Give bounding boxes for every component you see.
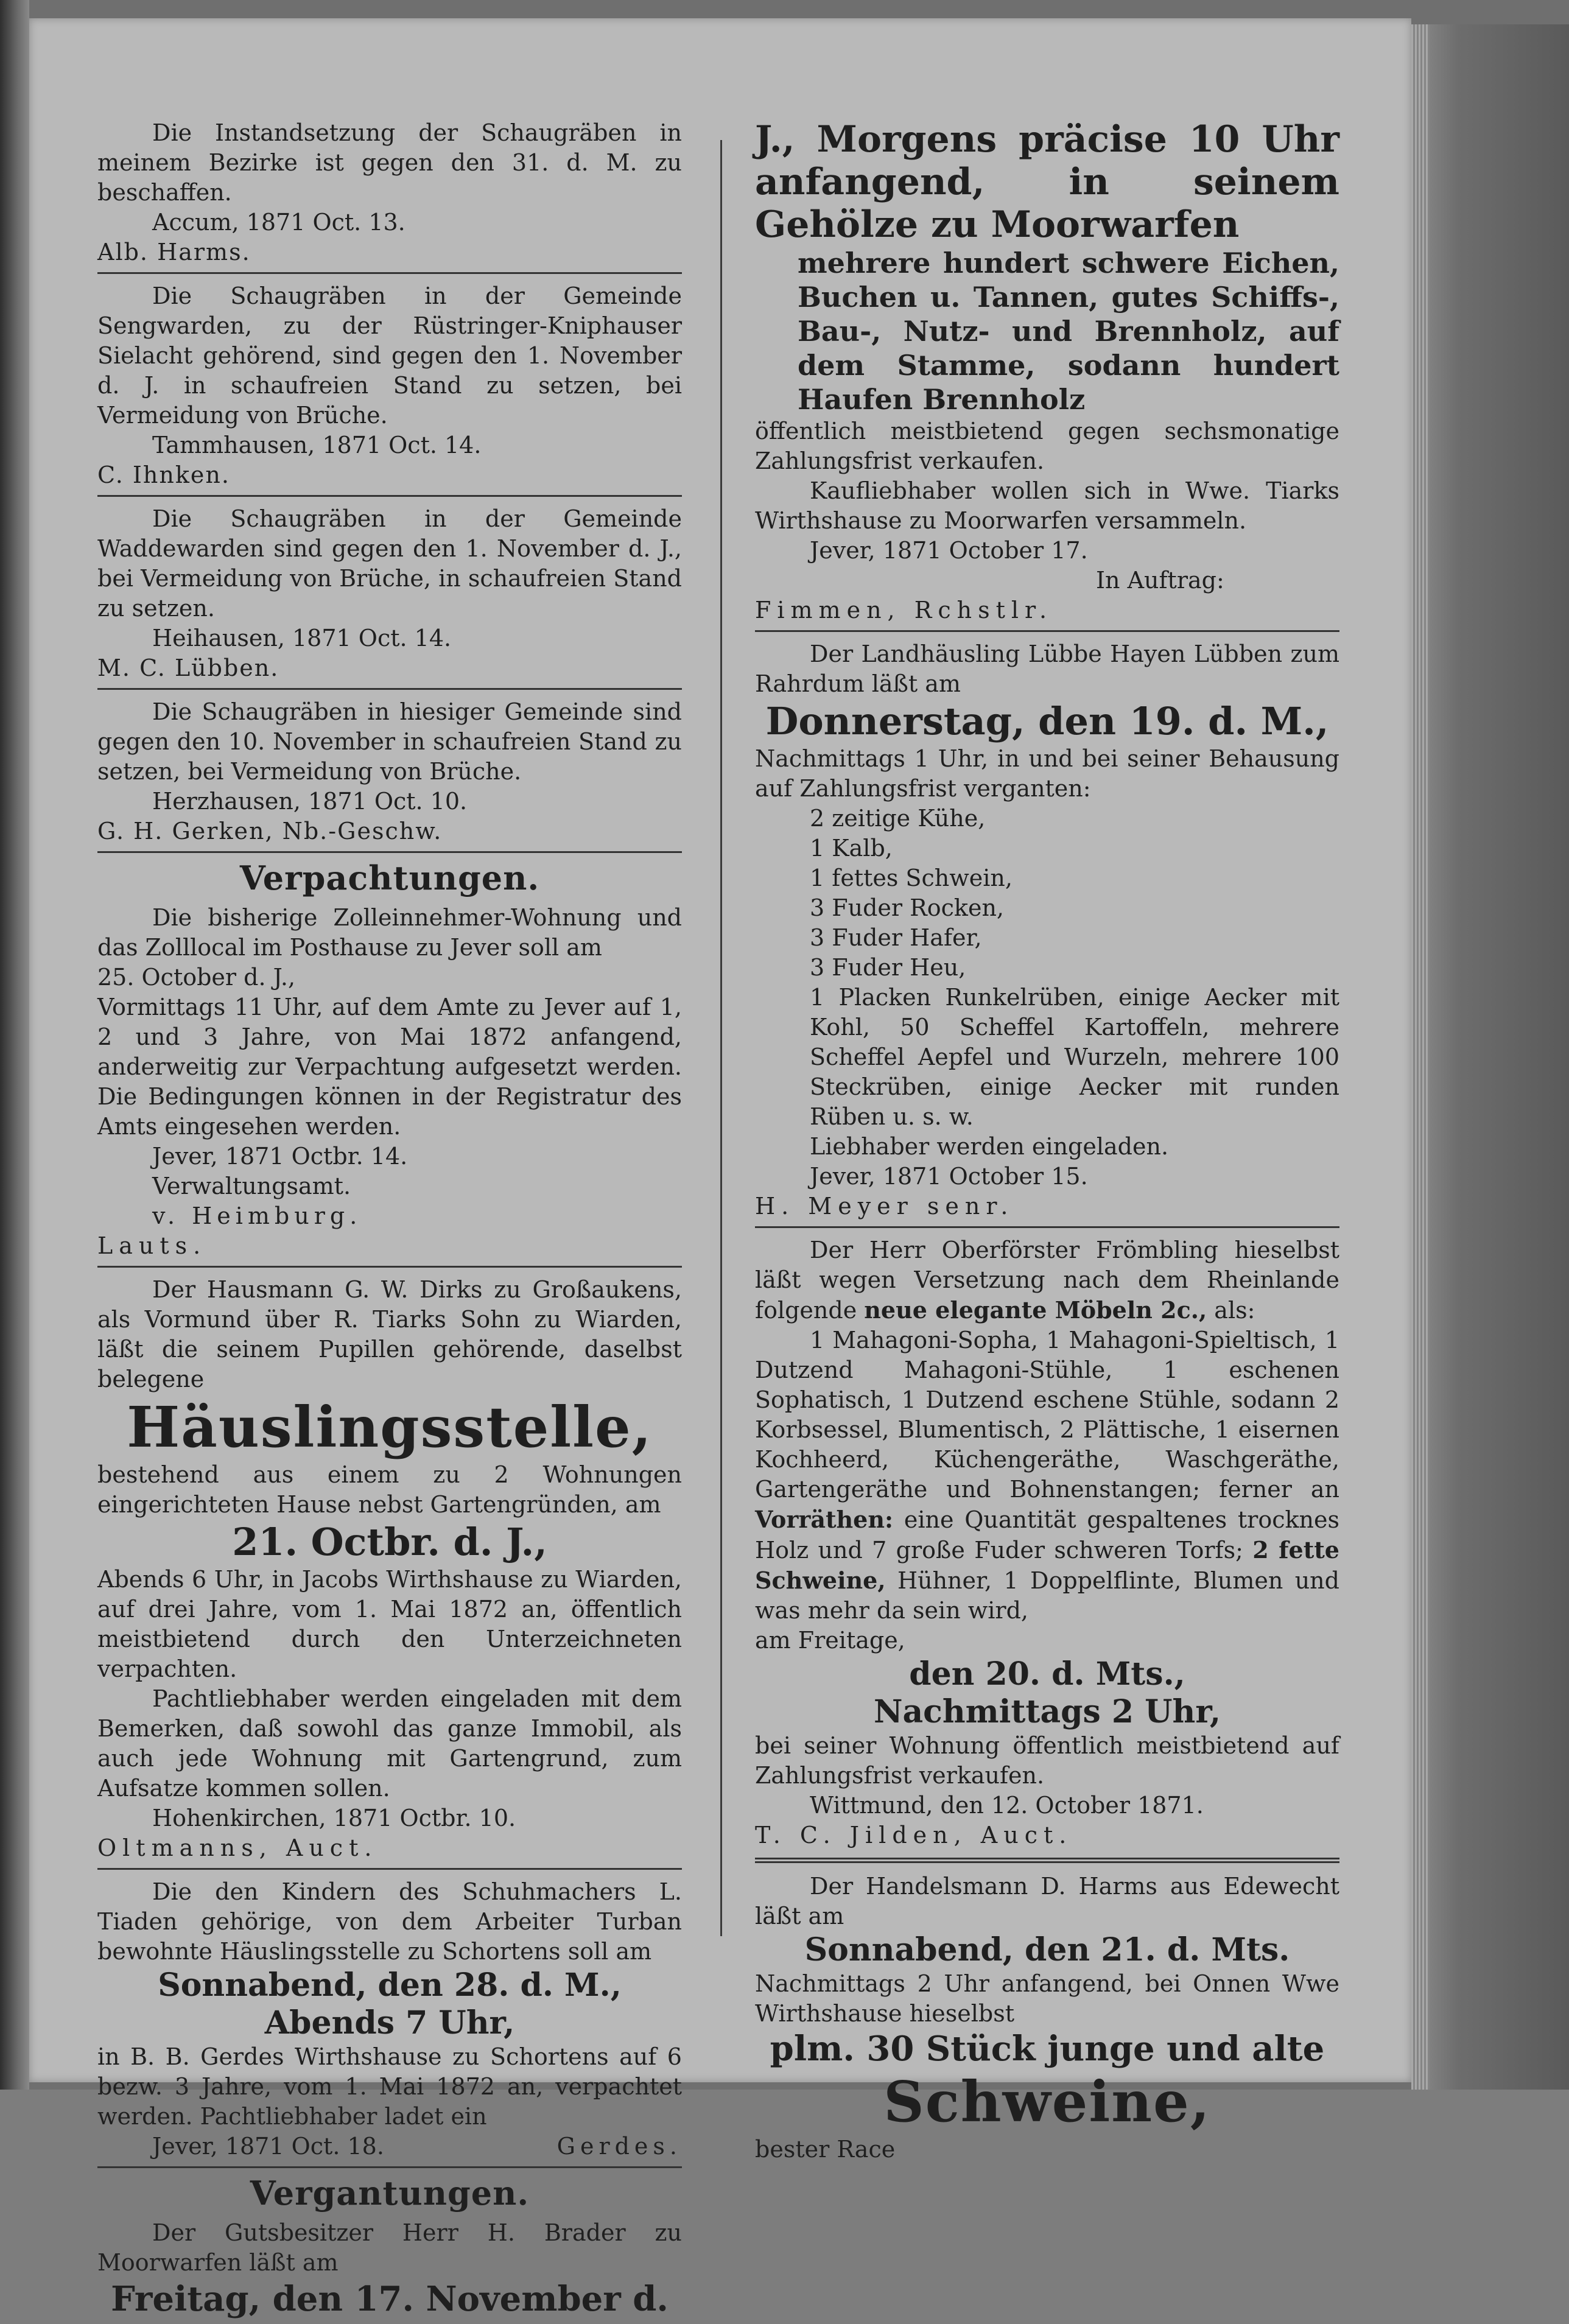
notice-date: Jever, 1871 October 17. bbox=[810, 537, 1088, 564]
notice-date-big: 21. Octbr. d. J., bbox=[232, 1520, 547, 1564]
divider bbox=[97, 2166, 682, 2168]
divider bbox=[97, 495, 682, 497]
notice-text-part: Der Herr Oberförster Frömbling hieselbst läßt wegen Versetzung nach dem Rheinlande folgende bbox=[755, 1237, 1339, 1324]
notice-date: Jever, 1871 Octbr. 14. bbox=[152, 1143, 408, 1170]
notice-signature: C. Ihnken. bbox=[97, 462, 230, 488]
notice-bold-line: plm. 30 Stück junge und alte bbox=[770, 2029, 1325, 2069]
notice-text: bestehend aus einem zu 2 Wohnungen eingerichteten Hause nebst Gartengründen, am bbox=[97, 1461, 682, 1518]
divider bbox=[755, 1226, 1339, 1228]
notice-bold-part: neue elegante Möbeln 2c., bbox=[864, 1296, 1207, 1324]
notice-text-part: 1 Mahagoni-Sopha, 1 Mahagoni-Spieltisch, 1 Dutzend Mahagoni-Stühle, 1 eschenen Sophatisch, 1 Dutzend eschene Stühle, sodann 2 Korbsessel, Blumentisch, 2 Plättische, 1 eisernen Kochheerd, Küchengeräthe, Waschgeräthe, Gartengeräthe und Bohnenstangen; ferner an bbox=[755, 1327, 1339, 1503]
notice-signature: Oltmanns, Auct. bbox=[97, 1834, 378, 1861]
notice-signature: G. H. Gerken, Nb.-Geschw. bbox=[97, 818, 443, 844]
notice-date-bold: Freitag, den 17. November d. bbox=[111, 2279, 669, 2319]
notice-waddewarden bbox=[97, 502, 682, 687]
divider bbox=[97, 1868, 682, 1870]
notice-office: Verwaltungsamt. bbox=[152, 1173, 351, 1199]
column-divider bbox=[720, 140, 722, 1936]
notice-dirks bbox=[97, 1273, 682, 1867]
notice-text: Liebhaber werden eingeladen. bbox=[810, 1133, 1169, 1160]
notice-text: am Freitage, bbox=[755, 1627, 905, 1654]
notice-text: Der Gutsbesitzer Herr H. Brader zu Moorwarfen läßt am bbox=[97, 2219, 682, 2276]
notice-text: Die Schaugräben in der Gemeinde Waddewarden sind gegen den 1. November d. J., bei Vermeidung von Brüche, in schaufreien Stand zu setzen. bbox=[97, 505, 682, 622]
notice-date-big: Donnerstag, den 19. d. M., bbox=[765, 699, 1329, 743]
notice-signature: H. Meyer senr. bbox=[755, 1193, 1014, 1220]
book-spine bbox=[0, 0, 29, 2090]
divider bbox=[97, 851, 682, 853]
notice-date-bold: den 20. d. Mts., bbox=[909, 1655, 1185, 1693]
notice-zolleinnehmer bbox=[97, 900, 682, 1265]
notice-date-bold: Sonnabend, den 28. d. M., bbox=[158, 1967, 622, 2004]
notice-text-part: Hühner, 1 Doppelflinte, Blumen und was mehr da sein wird, bbox=[755, 1567, 1339, 1624]
left-column bbox=[97, 116, 682, 2324]
notice-text: Vormittags 11 Uhr, auf dem Amte zu Jever auf 1, 2 und 3 Jahre, von Mai 1872 anfangend, anderweitig zur Verpachtung aufgesetzt werden. Die Bedingungen können in der Registratur des Amts eingesehen werden. bbox=[97, 994, 682, 1140]
notice-text-part: eine Quantität gespaltenes trocknes Holz und 7 große Fuder schweren Torfs; bbox=[755, 1506, 1339, 1564]
notice-footer bbox=[97, 2132, 682, 2161]
divider bbox=[755, 630, 1339, 632]
notice-goods: mehrere hundert schwere Eichen, Buchen u. Tannen, gutes Schiffs-, Bau-, Nutz- und Brennholz, auf dem Stamme, sodann hundert Haufen Brennholz bbox=[798, 247, 1339, 416]
notice-text: Der Hausmann G. W. Dirks zu Großaukens, als Vormund über R. Tiarks Sohn zu Wiarden, läßt die seinem Pupillen gehörende, daselbst belegene bbox=[97, 1276, 682, 1392]
notice-bold-part: 2 fette Schweine, bbox=[755, 1536, 1339, 1594]
notice-signature-2: Lauts. bbox=[97, 1232, 207, 1259]
page-edges bbox=[1411, 24, 1569, 2090]
notice-text bbox=[755, 1235, 1339, 1325]
notice-date: Accum, 1871 Oct. 13. bbox=[152, 209, 405, 236]
notice-signature: M. C. Lübben. bbox=[97, 655, 279, 681]
notice-intro: J., Morgens präcise 10 Uhr anfangend, in seinem Gehölze zu Moorwarfen bbox=[755, 118, 1339, 246]
notice-sengwarden bbox=[97, 279, 682, 494]
notice-headline: Häuslingsstelle, bbox=[127, 1394, 653, 1460]
notice-date: Hohenkirchen, 1871 Octbr. 10. bbox=[152, 1805, 516, 1831]
notice-text: Nachmittags 1 Uhr, in und bei seiner Behausung auf Zahlungsfrist verganten: bbox=[755, 745, 1339, 802]
notice-brader bbox=[97, 2216, 682, 2324]
notice-time-bold: Nachmittags 2 Uhr, bbox=[873, 1693, 1221, 1730]
notice-herzhausen bbox=[97, 695, 682, 850]
notice-signature: Gerdes. bbox=[556, 2133, 682, 2160]
notice-text: öffentlich meistbietend gegen sechsmonatige Zahlungsfrist verkaufen. bbox=[755, 418, 1339, 474]
notice-tiaden bbox=[97, 1875, 682, 2165]
notice-headline: Schweine, bbox=[883, 2069, 1211, 2135]
notice-text: Der Handelsmann D. Harms aus Edewecht läßt am bbox=[755, 1873, 1339, 1929]
notice-time-bold: Abends 7 Uhr, bbox=[264, 2004, 515, 2041]
notice-brader-continued bbox=[755, 116, 1339, 629]
section-heading-vergantungen: Vergantungen. bbox=[250, 2174, 530, 2213]
notice-date-bold: Sonnabend, den 21. d. Mts. bbox=[804, 1931, 1290, 1968]
notice-date-center: 25. October d. J., bbox=[97, 964, 296, 991]
notice-text: bester Race bbox=[755, 2136, 896, 2163]
notice-text: Kaufliebhaber wollen sich in Wwe. Tiarks Wirthshause zu Moorwarfen versammeln. bbox=[755, 477, 1339, 534]
section-heading-verpachtungen: Verpachtungen. bbox=[239, 858, 540, 897]
list-item: 1 fettes Schwein, bbox=[810, 865, 1013, 891]
list-item: 3 Fuder Hafer, bbox=[810, 924, 982, 951]
divider bbox=[97, 688, 682, 690]
notice-text bbox=[755, 1325, 1339, 1626]
notice-text: Der Landhäusling Lübbe Hayen Lübben zum Rahrdum läßt am bbox=[755, 641, 1339, 697]
notice-date: Heihausen, 1871 Oct. 14. bbox=[152, 625, 452, 651]
notice-text: Die den Kindern des Schuhmachers L. Tiaden gehörige, von dem Arbeiter Turban bewohnte Häuslingsstelle zu Schortens soll am bbox=[97, 1878, 682, 1965]
notice-text: Die Schaugräben in der Gemeinde Sengwarden, zu der Rüstringer-Kniphauser Sielacht gehörend, sind gegen den 1. November d. J. in schaufreien Stand zu setzen, bei Vermeidung von Brüche. bbox=[97, 283, 682, 429]
notice-text: Pachtliebhaber werden eingeladen mit dem Bemerken, daß sowohl das ganze Immobil, als auch jede Wohnung mit Gartengrund, zum Aufsatze kommen sollen. bbox=[97, 1685, 682, 1802]
notice-date: Jever, 1871 Oct. 18. bbox=[152, 2133, 384, 2160]
notice-bold-part: Vorräthen: bbox=[755, 1506, 894, 1533]
divider-double bbox=[755, 1858, 1339, 1863]
notice-date: Herzhausen, 1871 Oct. 10. bbox=[152, 788, 468, 815]
notice-text: 1 Placken Runkelrüben, einige Aecker mit Kohl, 50 Scheffel Kartoffeln, mehrere Scheffel Aepfel und Wurzeln, mehrere 100 Steckrüben, einige Aecker mit runden Rüben u. s. w. bbox=[810, 984, 1339, 1130]
notice-text-part: als: bbox=[1214, 1297, 1255, 1324]
notice-date: Tammhausen, 1871 Oct. 14. bbox=[152, 432, 482, 458]
list-item: 1 Kalb, bbox=[810, 835, 893, 862]
notice-harms-edewecht bbox=[755, 1869, 1339, 2168]
sale-items-list bbox=[755, 804, 1339, 983]
right-column bbox=[755, 116, 1339, 2168]
notice-luebben bbox=[755, 637, 1339, 1225]
divider bbox=[97, 1266, 682, 1268]
notice-signature: Alb. Harms. bbox=[97, 239, 251, 265]
notice-order: In Auftrag: bbox=[1096, 567, 1224, 594]
divider bbox=[97, 272, 682, 274]
notice-signature: Fimmen, Rchstlr. bbox=[755, 597, 1053, 623]
notice-text: Die Instandsetzung der Schaugräben in meinem Bezirke ist gegen den 31. d. M. zu beschaffen. bbox=[97, 119, 682, 206]
notice-text: in B. B. Gerdes Wirthshause zu Schortens auf 6 bezw. 3 Jahre, vom 1. Mai 1872 an, verpachtet werden. Pachtliebhaber ladet ein bbox=[97, 2043, 682, 2130]
notice-text: bei seiner Wohnung öffentlich meistbietend auf Zahlungsfrist verkaufen. bbox=[755, 1732, 1339, 1789]
notice-text: Nachmittags 2 Uhr anfangend, bei Onnen Wwe Wirthshause hieselbst bbox=[755, 1970, 1339, 2027]
notice-signature: T. C. Jilden, Auct. bbox=[755, 1822, 1073, 1848]
list-item: 2 zeitige Kühe, bbox=[810, 805, 986, 832]
notice-text: Die bisherige Zolleinnehmer-Wohnung und das Zolllocal im Posthause zu Jever soll am bbox=[97, 904, 682, 961]
list-item: 3 Fuder Heu, bbox=[810, 954, 966, 981]
list-item: 3 Fuder Rocken, bbox=[810, 894, 1004, 921]
notice-text: Die Schaugräben in hiesiger Gemeinde sind gegen den 10. November in schaufreien Stand zu setzen, bei Vermeidung von Brüche. bbox=[97, 698, 682, 785]
notice-text: Abends 6 Uhr, in Jacobs Wirthshause zu Wiarden, auf drei Jahre, vom 1. Mai 1872 an, öffentlich meistbietend durch den Unterzeichneten verpachten. bbox=[97, 1566, 682, 1682]
notice-signature: v. Heimburg. bbox=[152, 1202, 362, 1229]
notice-froembling bbox=[755, 1233, 1339, 1854]
notice-accum bbox=[97, 116, 682, 271]
notice-date: Wittmund, den 12. October 1871. bbox=[810, 1792, 1204, 1819]
notice-date: Jever, 1871 October 15. bbox=[810, 1163, 1088, 1190]
